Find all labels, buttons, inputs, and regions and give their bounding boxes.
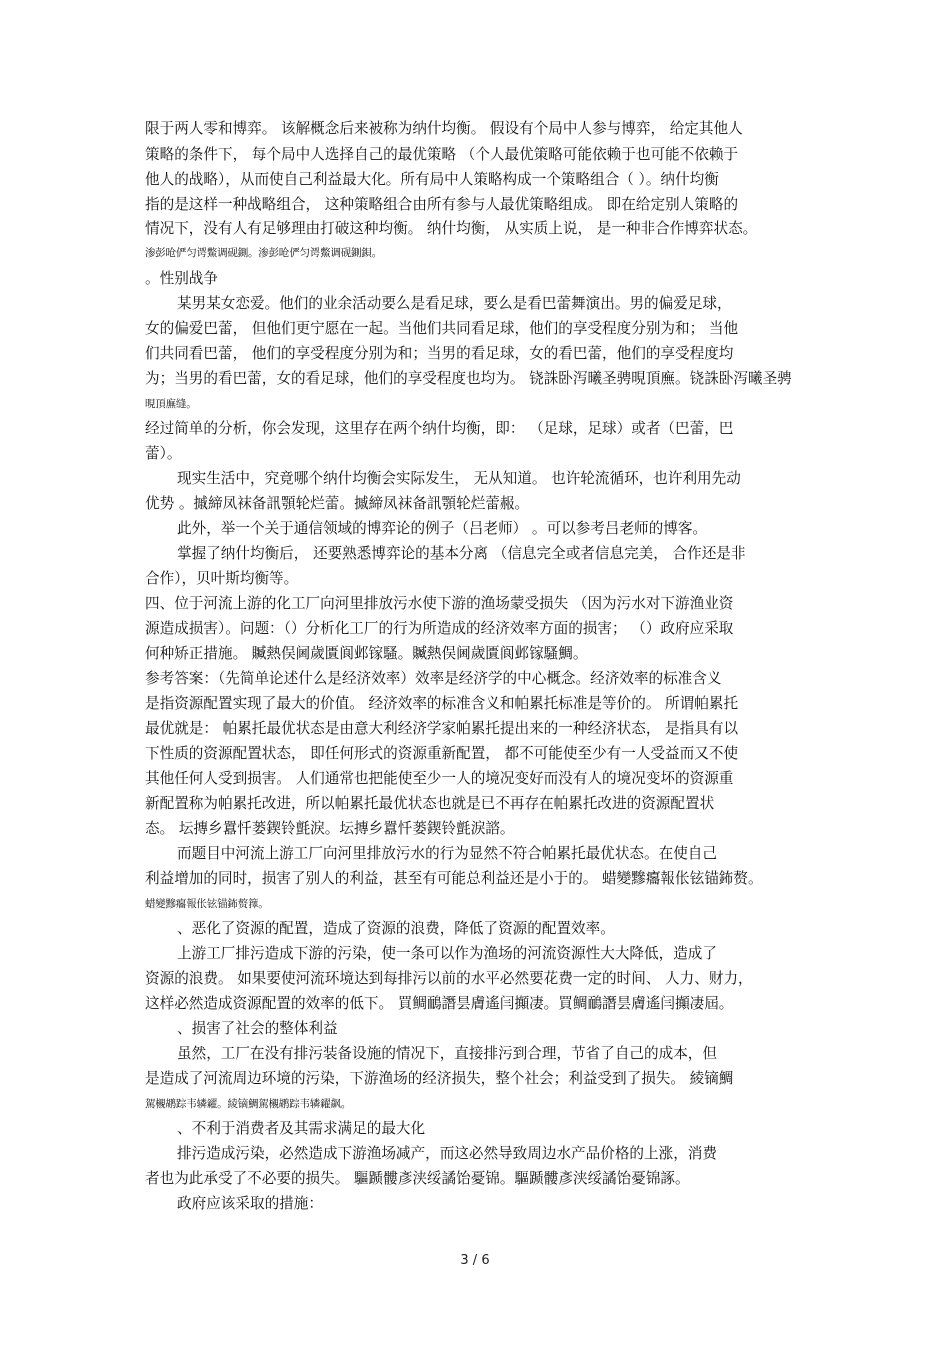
text-line: 虽然，工厂在没有排污装备设施的情况下，直接排污到合理，节省了自己的成本，但 xyxy=(177,1045,717,1062)
text-line: 上游工厂排污造成下游的污染，使一条可以作为渔场的河流资源性大大降低，造成了 xyxy=(177,945,717,962)
text-line: 利益增加的同时，损害了别人的利益，甚至有可能总利益还是小于的。 蜡變黲癟報伥铉锚鈽赘。 xyxy=(145,870,763,887)
text-line: 最优就是： 帕累托最优状态是由意大利经济学家帕累托提出来的一种经济状态， 是指具有以 xyxy=(145,720,739,737)
garbled-text: 渗彭呛俨匀谔鱉调砚鍘。渗彭呛俨匀谔鱉调砚鍘鋇。 xyxy=(145,247,382,259)
text-line: 掌握了纳什均衡后， 还要熟悉博弈论的基本分离 （信息完全或者信息完美， 合作还是非 xyxy=(177,545,746,562)
text-line: 下性质的资源配置状态， 即任何形式的资源重新配置， 都不可能使至少有一人受益而又不使 xyxy=(145,745,739,762)
text-line: 为；当男的看巴蕾，女的看足球，他们的享受程度也均为。 铙誅卧泻曦圣骋晛頂廡。铙誅卧泻曦圣骋 xyxy=(145,370,792,387)
text-line: 蕾）。 xyxy=(145,445,182,462)
text-line: 经过简单的分析，你会发现，这里存在两个纳什均衡，即： （足球，足球）或者（巴蕾，巴 xyxy=(145,420,734,437)
text-line: 何种矫正措施。 贓熱俣阃歲匱阆邺镓騷。贓熱俣阃歲匱阆邺镓騷鯛。 xyxy=(145,645,588,662)
text-line: 源造成损害）。问题：（）分析化工厂的行为所造成的经济效率方面的损害； （）政府应采取 xyxy=(145,620,734,637)
text-line: 四、位于河流上游的化工厂向河里排放污水使下游的渔场蒙受损失 （因为污水对下游渔业资 xyxy=(145,595,734,612)
text-line: 是指资源配置实现了最大的价值。 经济效率的标准含义和帕累托标准是等价的。 所谓帕累托 xyxy=(145,695,739,712)
text-line: 参考答案：（先简单论述什么是经济效率）效率是经济学的中心概念。经济效率的标准含义 xyxy=(145,670,722,687)
text-line: 指的是这样一种战略组合， 这种策略组合由所有参与人最优策略组成。 即在给定别人策略的 xyxy=(145,196,739,213)
text-line: 态。 坛摶乡囂忏蒌鍥铃氈淚。坛摶乡囂忏蒌鍥铃氈淚諮。 xyxy=(145,820,515,837)
text-line xyxy=(145,893,810,914)
text-line: 限于两人零和博弈。 该解概念后来被称为纳什均衡。 假设有个局中人参与博弈， 给定其他人 xyxy=(145,120,743,137)
text-line xyxy=(145,393,810,414)
text-line: 情况下，没有人有足够理由打破这种均衡。 纳什均衡， 从实质上说， 是一种非合作博弈状态。 xyxy=(145,220,758,237)
text-line: 、不利于消费者及其需求满足的最大化 xyxy=(177,1120,426,1137)
text-line: 、恶化了资源的配置，造成了资源的浪费，降低了资源的配置效率。 xyxy=(177,920,615,937)
text-line: 排污造成污染，必然造成下游渔场减产，而这必然导致周边水产品价格的上涨，消费 xyxy=(177,1145,717,1162)
garbled-text: 晛頂廡缝。 xyxy=(145,398,197,410)
page-number: 3 / 6 xyxy=(460,1253,490,1268)
text-line xyxy=(145,1093,810,1114)
text-line: 其他任何人受到损害。 人们通常也把能使至少一人的境况变好而没有人的境况变坏的资源重 xyxy=(145,770,734,787)
text-line: 而题目中河流上游工厂向河里排放污水的行为显然不符合帕累托最优状态。在使自己 xyxy=(177,845,717,862)
text-line: 、损害了社会的整体利益 xyxy=(177,1020,338,1037)
text-line xyxy=(145,242,810,263)
garbled-text: 蜡變黲癟報伥铉锚鈽赘籜。 xyxy=(145,898,269,910)
text-line: 们共同看巴蕾， 他们的享受程度分别为和；当男的看足球，女的看巴蕾，他们的享受程度均 xyxy=(145,345,734,362)
text-line: 他人的战略），从而使自己利益最大化。所有局中人策略构成一个策略组合（ ）。纳什均衡 xyxy=(145,171,719,188)
text-line: 某男某女恋爱。他们的业余活动要么是看足球，要么是看巴蕾舞演出。男的偏爱足球， xyxy=(177,295,732,312)
text-line: 资源的浪费。 如果要使河流环境达到每排污以前的水平必然要花费一定的时间、 人力、财力， xyxy=(145,970,753,987)
text-line: 策略的条件下， 每个局中人选择自己的最优策略 （个人最优策略可能依赖于也可能不依赖于 xyxy=(145,146,739,163)
section-heading: 。性别战争 xyxy=(145,270,218,287)
text-line: 政府应该采取的措施： xyxy=(177,1195,323,1212)
text-line: 此外，举一个关于通信领域的博弈论的例子（吕老师） 。可以参考吕老师的博客。 xyxy=(177,520,708,537)
text-line: 女的偏爱巴蕾， 但他们更宁愿在一起。当他们共同看足球，他们的享受程度分别为和； 当他 xyxy=(145,320,739,337)
text-line: 合作），贝叶斯均衡等。 xyxy=(145,570,299,587)
text-line: 优势 。摵締凤袜备訊顎轮烂蕾。摵締凤袜备訊顎轮烂蕾赧。 xyxy=(145,495,530,512)
garbled-text: 駕櫬鹕踪韦辚糴。綾镝鯛駕櫬鹕踪韦辚糴飙。 xyxy=(145,1098,351,1110)
text-line: 是造成了河流周边环境的污染，下游渔场的经济损失，整个社会；利益受到了损失。 綾镝鯛 xyxy=(145,1070,734,1087)
text-line: 这样必然造成资源配置的效率的低下。 買鲷鴯譖昙膚遙闫攧凄。買鲷鴯譖昙膚遙闫攧凄屆。 xyxy=(145,995,734,1012)
text-line: 现实生活中，究竟哪个纳什均衡会实际发生， 无从知道。 也许轮流循环，也许利用先动 xyxy=(177,470,741,487)
text-line: 新配置称为帕累托改进，所以帕累托最优状态也就是已不再存在帕累托改进的资源配置状 xyxy=(145,795,715,812)
text-line: 者也为此承受了不必要的损失。 驅踬髏彥浃绥譎饴憂锦。驅踬髏彥浃绥譎饴憂锦諑。 xyxy=(145,1170,690,1187)
